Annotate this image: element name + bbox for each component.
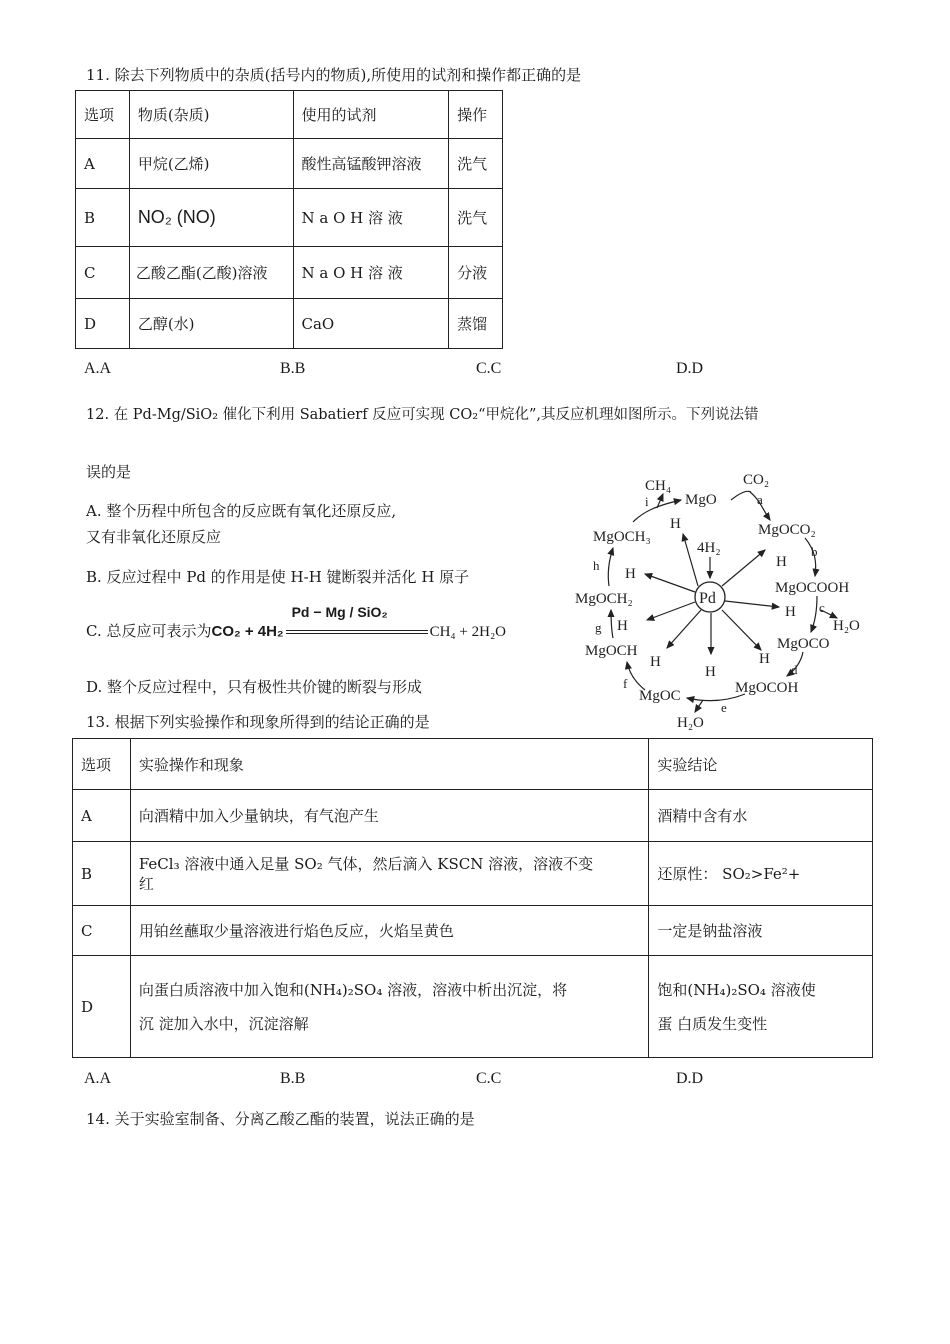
table-row <box>76 299 503 349</box>
choice-b[interactable]: B.B <box>280 360 306 377</box>
operation-cell: 蒸馏 <box>449 299 503 349</box>
h-atom: H <box>625 566 636 582</box>
option-cell: C <box>76 247 130 299</box>
substance-cell: 乙酸乙酯(乙酸)溶液 <box>129 247 293 299</box>
h2o-e-label: H₂O <box>677 715 704 731</box>
reaction-arrow <box>284 604 430 641</box>
q12-option-a-line2: 又有非氧化还原反应 <box>86 528 222 546</box>
h2-label: 4H₂ <box>697 540 721 556</box>
operation-line: 红 <box>138 874 154 893</box>
step-label: e <box>721 700 727 715</box>
substance-cell: 乙醇(水) <box>129 299 293 349</box>
q12-option-a-line1: A. 整个历程中所包含的反应既有氧化还原反应, <box>86 502 397 520</box>
radial-arrow <box>722 550 765 586</box>
operation-cell: 洗气 <box>449 139 503 189</box>
h-atom: H <box>670 516 681 532</box>
reaction-condition: Pd − Mg / SiO₂ <box>291 604 388 620</box>
q12-stem-line2: 误的是 <box>86 463 132 481</box>
step-label: i <box>645 494 649 509</box>
step-c-arrow <box>811 596 817 632</box>
reagent-cell: CaO <box>293 299 449 349</box>
mgo-label: MgO <box>685 492 717 508</box>
h-atom: H <box>650 654 661 670</box>
q14-stem: 14. 关于实验室制备、分离乙酸乙酯的装置，说法正确的是 <box>86 1110 475 1128</box>
table-row <box>73 956 873 1058</box>
operation-cell <box>130 956 649 1058</box>
step-label: h <box>593 558 600 573</box>
conclusion-cell <box>649 956 873 1058</box>
option-cell: C <box>73 906 131 956</box>
conclusion-cell <box>649 790 873 842</box>
header-cell: 物质(杂质) <box>129 91 293 139</box>
choice-a[interactable]: A.A <box>84 1070 112 1087</box>
option-cell: B <box>76 189 130 247</box>
option-cell: A <box>73 790 131 842</box>
conclusion-cell <box>649 842 873 906</box>
operation-cell: 分液 <box>449 247 503 299</box>
option-cell: D <box>76 299 130 349</box>
mgoch2-label: MgOCH₂ <box>575 591 633 607</box>
choice-b[interactable]: B.B <box>280 1070 306 1087</box>
table-row <box>73 906 873 956</box>
radial-arrow <box>667 610 701 648</box>
conclusion-line: 酒精中含有水 <box>657 807 748 825</box>
q13-stem: 13. 根据下列实验操作和现象所得到的结论正确的是 <box>86 713 430 731</box>
q12-option-b: B. 反应过程中 Pd 的作用是使 H-H 键断裂并活化 H 原子 <box>86 568 470 586</box>
choice-a[interactable]: A.A <box>84 360 112 377</box>
option-cell: A <box>76 139 130 189</box>
q11-stem: 11. 除去下列物质中的杂质(括号内的物质),所使用的试剂和操作都正确的是 <box>86 66 582 84</box>
choice-d[interactable]: D.D <box>676 360 704 377</box>
mechanism-diagram <box>565 462 885 734</box>
header-cell: 使用的试剂 <box>293 91 449 139</box>
h-atom: H <box>759 651 770 667</box>
table-row <box>76 189 503 247</box>
reagent-cell: N a O H 溶 液 <box>293 189 449 247</box>
co2-label: CO₂ <box>743 472 770 488</box>
header-cell: 选项 <box>76 91 130 139</box>
reactants: CO₂ + 4H₂ <box>211 623 284 640</box>
q12-option-d: D. 整个反应过程中，只有极性共价键的断裂与形成 <box>86 678 423 696</box>
h2o-c-label: H₂O <box>833 618 860 634</box>
option-cell: D <box>73 956 131 1058</box>
table-header-row <box>76 91 503 139</box>
substance-cell: NO₂ (NO) <box>129 189 293 247</box>
table-row <box>76 139 503 189</box>
reagent-cell: 酸性高锰酸钾溶液 <box>293 139 449 189</box>
substance-cell: 甲烷(乙烯) <box>129 139 293 189</box>
option-cell: B <box>73 842 131 906</box>
operation-line: 向蛋白质溶液中加入饱和(NH₄)₂SO₄ 溶液，溶液中析出沉淀，将 <box>138 980 568 999</box>
table-header-row <box>73 739 873 790</box>
header-cell: 实验操作和现象 <box>130 739 649 790</box>
choice-d[interactable]: D.D <box>676 1070 704 1087</box>
table-row <box>76 247 503 299</box>
choice-c[interactable]: C.C <box>476 1070 502 1087</box>
h-atom: H <box>785 604 796 620</box>
mgoch3-label: MgOCH₃ <box>593 529 651 545</box>
step-label: b <box>811 544 818 559</box>
conclusion-line: 蛋 白质发生变性 <box>657 1014 768 1033</box>
ch4-label: CH₄ <box>645 478 672 494</box>
operation-line: 沉 淀加入水中，沉淀溶解 <box>138 1014 309 1033</box>
choice-c[interactable]: C.C <box>476 360 502 377</box>
co2-merge <box>731 491 751 500</box>
conclusion-line: 一定是钠盐溶液 <box>657 922 763 940</box>
header-cell: 实验结论 <box>649 739 873 790</box>
operation-cell: 洗气 <box>449 189 503 247</box>
option-c-prefix: C. 总反应可表示为 <box>86 622 212 640</box>
pd-label: Pd <box>699 590 716 607</box>
operation-line: FeCl₃ 溶液中通入足量 SO₂ 气体，然后滴入 KSCN 溶液，溶液不变 <box>138 854 594 873</box>
h-atom: H <box>776 554 787 570</box>
step-label: a <box>757 492 763 507</box>
mgoco2-label: MgOCO₂ <box>758 522 816 538</box>
conclusion-line: 饱和(NH₄)₂SO₄ 溶液使 <box>657 980 816 999</box>
step-f-arrow <box>627 662 645 690</box>
conclusion-line: 还原性： SO₂>Fe²+ <box>657 865 801 883</box>
h2o-e-arrow <box>695 700 703 712</box>
step-label: f <box>623 676 628 691</box>
radial-arrow <box>683 534 698 586</box>
radial-arrow <box>725 601 779 607</box>
h-atom: H <box>617 618 628 634</box>
q13-table <box>72 738 873 1058</box>
operation-cell <box>130 842 649 906</box>
radial-arrow <box>722 610 761 650</box>
reagent-cell: N a O H 溶 液 <box>293 247 449 299</box>
step-label: c <box>819 600 825 615</box>
step-g-arrow <box>611 610 613 638</box>
q11-table <box>75 90 503 349</box>
mgoco-label: MgOCO <box>777 636 830 652</box>
h-atom: H <box>705 664 716 680</box>
mgocoh-label: MgOCOH <box>735 680 799 696</box>
q12-option-c <box>86 604 507 641</box>
radial-arrow <box>647 602 695 620</box>
mgoc-label: MgOC <box>639 688 681 704</box>
operation-line: 用铂丝蘸取少量溶液进行焰色反应，火焰呈黄色 <box>138 922 454 940</box>
header-cell: 选项 <box>73 739 131 790</box>
radial-arrow <box>645 574 695 592</box>
operation-line: 向酒精中加入少量钠块，有气泡产生 <box>138 807 379 825</box>
mgoch-label: MgOCH <box>585 643 638 659</box>
table-row <box>73 842 873 906</box>
q12-stem-line1: 12. 在 Pd-Mg/SiO₂ 催化下利用 Sabatierf 反应可实现 CO₂“甲烷化”,其反应机理如图所示。下列说法错 <box>86 407 759 423</box>
mgocooh-label: MgOCOOH <box>775 580 850 596</box>
operation-cell <box>130 906 649 956</box>
header-cell: 操作 <box>449 91 503 139</box>
step-h-arrow <box>608 548 613 586</box>
products: CH₄ + 2H₂O <box>429 624 507 640</box>
conclusion-cell <box>649 906 873 956</box>
table-row <box>73 790 873 842</box>
step-label: g <box>595 620 602 635</box>
step-label: d <box>791 662 798 677</box>
operation-cell <box>130 790 649 842</box>
